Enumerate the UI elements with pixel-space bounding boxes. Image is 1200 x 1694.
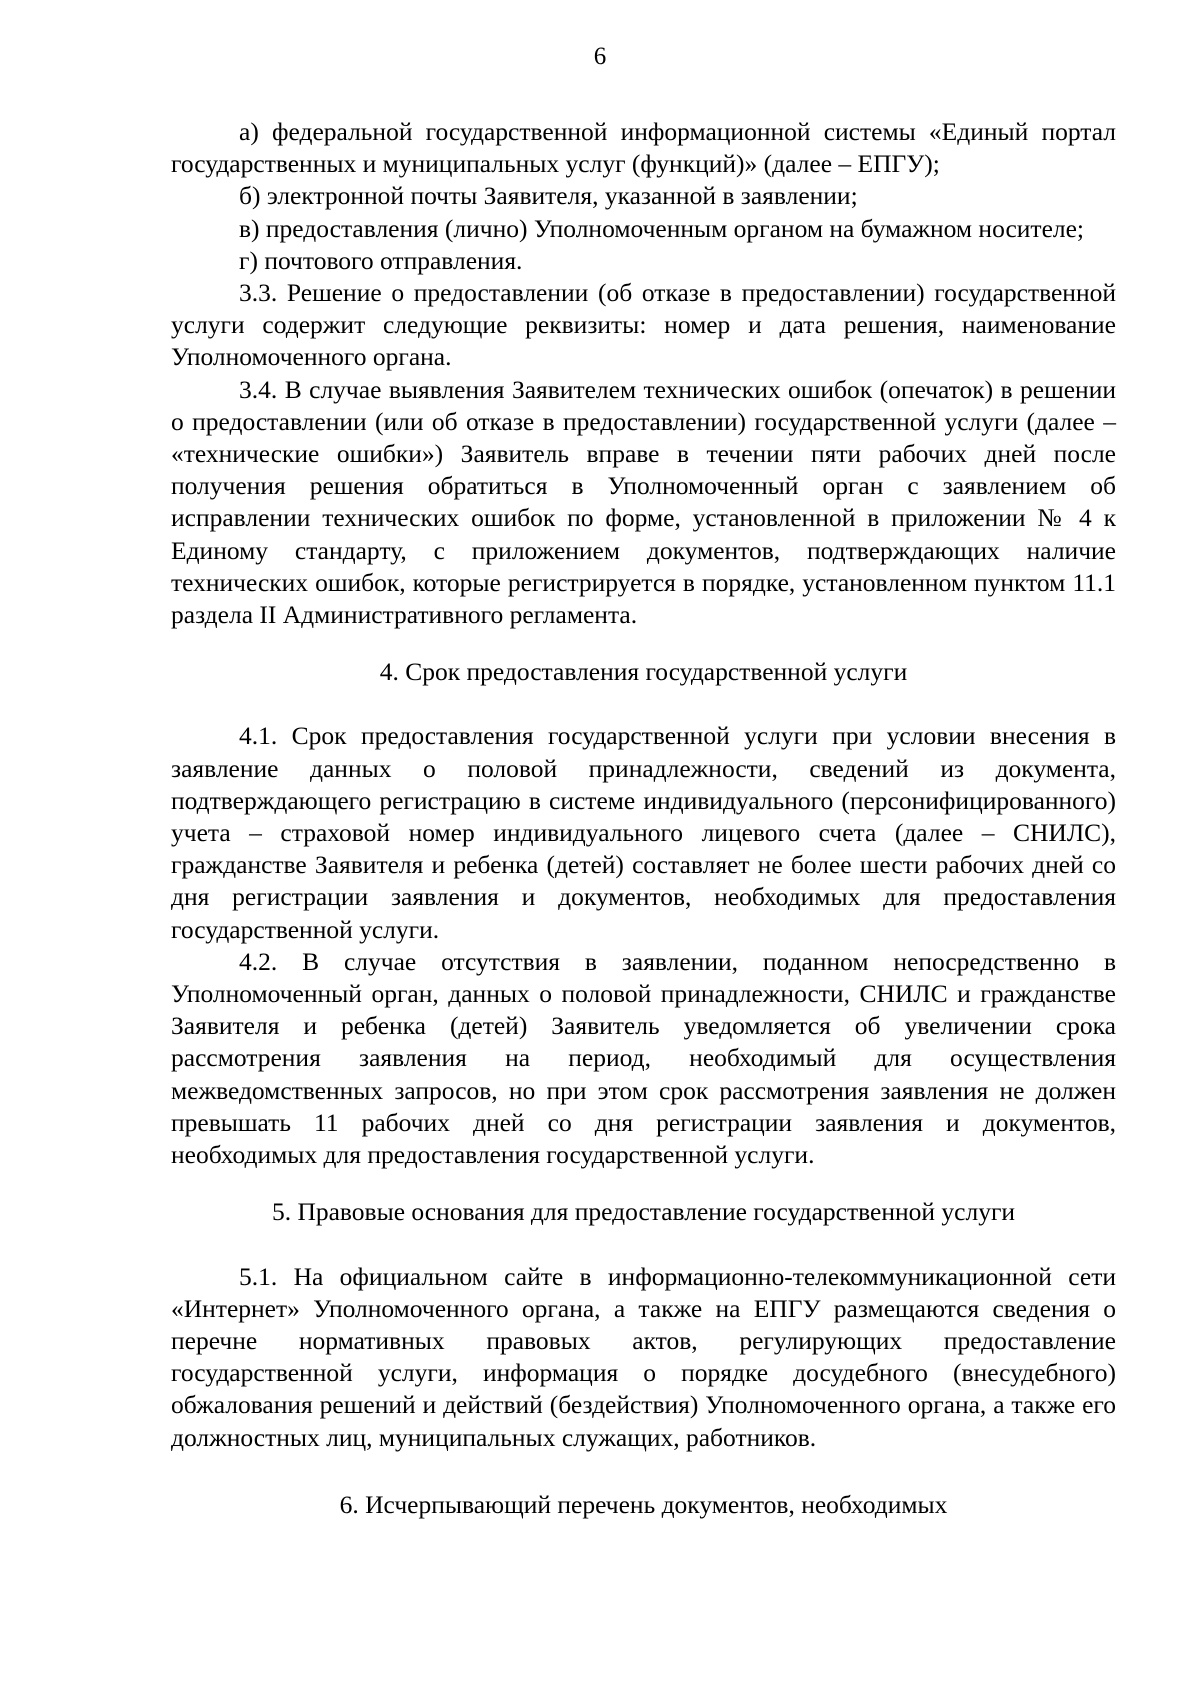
section-gap: [171, 631, 1116, 656]
paragraph-item-g: г) почтового отправления.: [239, 245, 523, 275]
section-gap: [171, 688, 1116, 720]
paragraph-item-v: в) предоставления (лично) Уполномоченным органом на бумажном носителе;: [239, 213, 1085, 243]
section-gap: [171, 1229, 1116, 1261]
paragraph-4-1: 4.1. Срок предоставления государственной услуги при условии внесения в заявление данных о половой принадлежности, сведений из документа, подтверждающего регистрацию в системе индивидуального (персонифицированного) учета – страховой номер индивидуального лицевого счета (далее – СНИЛС), гражданстве Заявителя и ребенка (детей) составляет не более шести рабочих дней со дня регистрации заявления и документов, необходимых для предоставления государственной услуги.: [171, 721, 1116, 944]
paragraph-4-2: 4.2. В случае отсутствия в заявлении, поданном непосредственно в Уполномоченный орган, данных о половой принадлежности, СНИЛС и гражданстве Заявителя и ребенка (детей) Заявитель уведомляется об увеличении срока рассмотрения заявления на период, необходимый для осуществления межведомственных запросов, но при этом срок рассмотрения заявления не должен превышать 11 рабочих дней со дня регистрации заявления и документов, необходимых для предоставления государственной услуги.: [171, 946, 1116, 1170]
paragraph-3-4: 3.4. В случае выявления Заявителем технических ошибок (опечаток) в решении о предоставлении (или об отказе в предоставлении) государственной услуги (далее – «технические ошибки») Заявитель вправе в течении пяти рабочих дней после получения решения обратиться в Уполномоченный орган с заявлением об исправлении технических ошибок по форме, установленной в приложении № 4 к Единому стандарту, с приложением документов, подтверждающих наличие технических ошибок, которые регистрируется в порядке, установленном пунктом 11.1 раздела II Административного регламента.: [171, 374, 1116, 630]
page-number: 6: [593, 43, 607, 70]
section-gap: [171, 1171, 1116, 1196]
section-heading-5: 5. Правовые основания для предоставление государственной услуги: [271, 1197, 1016, 1227]
paragraph-item-b: б) электронной почты Заявителя, указанной в заявлении;: [239, 181, 858, 211]
paragraph-5-1: 5.1. На официальном сайте в информационно-телекоммуникационной сети «Интернет» Уполномоченного органа, а также на ЕПГУ размещаются сведения о перечне нормативных правовых актов, регулирующих предоставление государственной услуги, информация о порядке досудебного (внесудебного) обжалования решений и действий (бездействия) Уполномоченного органа, а также его должностных лиц, муниципальных служащих, работников.: [171, 1261, 1116, 1452]
section-gap: [171, 1454, 1116, 1489]
section-heading-4: 4. Срок предоставления государственной услуги: [379, 657, 908, 687]
section-heading-6: 6. Исчерпывающий перечень документов, необходимых: [339, 1489, 948, 1519]
paragraph-3-3: 3.3. Решение о предоставлении (об отказе в предоставлении) государственной услуги содержит следующие реквизиты: номер и дата решения, наименование Уполномоченного органа.: [171, 278, 1116, 372]
paragraph-item-a: а) федеральной государственной информационной системы «Единый портал государственных и муниципальных услуг (функций)» (далее – ЕПГУ);: [171, 117, 1116, 179]
document-body: [171, 116, 1116, 1521]
